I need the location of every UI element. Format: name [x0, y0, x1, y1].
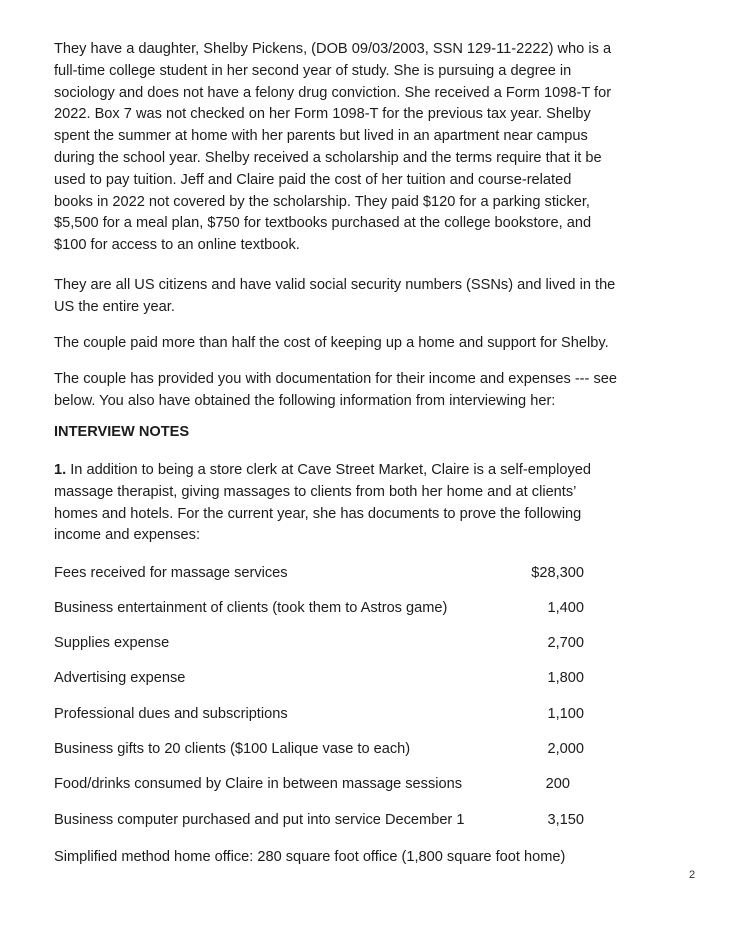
item-text: In addition to being a store clerk at Cave Street Market, Claire is a self-employed [66, 462, 591, 478]
expense-row [54, 773, 614, 795]
expense-label: Fees received for massage services [54, 565, 288, 581]
expense-amount: 2,000 [547, 741, 584, 757]
expense-row [54, 809, 614, 831]
page-number: 2 [689, 869, 696, 881]
expense-label: Simplified method home office: 280 square foot office (1,800 square foot home) [54, 849, 566, 865]
expense-amount: 2,700 [547, 635, 584, 651]
expense-label: Business gifts to 20 clients ($100 Lalique vase to each) [54, 741, 411, 757]
text-line: sociology and does not have a felony drug conviction. She received a Form 1098-T for [54, 84, 612, 101]
expense-amount: $28,300 [531, 565, 584, 581]
paragraph-documentation [54, 369, 694, 413]
text-line: used to pay tuition. Jeff and Claire paid the cost of her tuition and course-related [54, 171, 572, 188]
text-line: below. You also have obtained the following information from interviewing her: [54, 392, 556, 409]
text-line: spent the summer at home with her parents but lived in an apartment near campus [54, 128, 588, 145]
text-line: The couple has provided you with documentation for their income and expenses --- see [54, 371, 617, 387]
interview-item-1 [54, 460, 694, 547]
paragraph-support [54, 333, 694, 355]
text-line: They are all US citizens and have valid social security numbers (SSNs) and lived in the [54, 277, 616, 293]
text-line: 2022. Box 7 was not checked on her Form 1098-T for the previous tax year. Shelby [54, 106, 591, 123]
expense-row [54, 703, 614, 725]
expense-row [54, 846, 614, 868]
text-line: homes and hotels. For the current year, she has documents to prove the following [54, 505, 582, 522]
expense-row [54, 667, 614, 689]
item-number: 1. [54, 462, 67, 478]
text-line: $5,500 for a meal plan, $750 for textbooks purchased at the college bookstore, and [54, 215, 592, 232]
text-line: They have a daughter, Shelby Pickens, (DOB 09/03/2003, SSN 129-11-2222) who is a [54, 41, 612, 57]
expense-label: Food/drinks consumed by Claire in between massage sessions [54, 776, 463, 792]
expense-row [54, 632, 614, 654]
paragraph-citizenship [54, 275, 694, 319]
paragraph-daughter-info [54, 39, 694, 257]
text-line: books in 2022 not covered by the scholarship. They paid $120 for a parking sticker, [54, 193, 590, 210]
text-line: $100 for access to an online textbook. [54, 237, 300, 254]
text-line: during the school year. Shelby received a scholarship and the terms require that it be [54, 149, 602, 166]
expense-row [54, 597, 614, 619]
text-line: full-time college student in her second year of study. She is pursuing a degree in [54, 62, 572, 79]
text-line: massage therapist, giving massages to clients from both her home and at clients’ [54, 483, 577, 500]
text-line [54, 460, 694, 482]
expense-amount: 200 [545, 776, 570, 792]
expense-amount: 1,100 [547, 706, 584, 722]
expense-label: Supplies expense [54, 635, 170, 651]
expense-label: Business computer purchased and put into service December 1 [54, 812, 465, 828]
expense-amount: 1,800 [547, 670, 584, 686]
expense-label: Professional dues and subscriptions [54, 706, 288, 722]
text-line: US the entire year. [54, 298, 175, 315]
expense-row [54, 562, 614, 584]
expense-amount: 1,400 [547, 600, 584, 616]
expense-label: Business entertainment of clients (took them to Astros game) [54, 600, 448, 616]
text-line: The couple paid more than half the cost of keeping up a home and support for Shelby. [54, 335, 609, 351]
expense-label: Advertising expense [54, 670, 186, 686]
expense-row [54, 738, 614, 760]
interview-notes-heading: INTERVIEW NOTES [54, 424, 190, 440]
expense-amount: 3,150 [547, 812, 584, 828]
text-line: income and expenses: [54, 527, 201, 544]
